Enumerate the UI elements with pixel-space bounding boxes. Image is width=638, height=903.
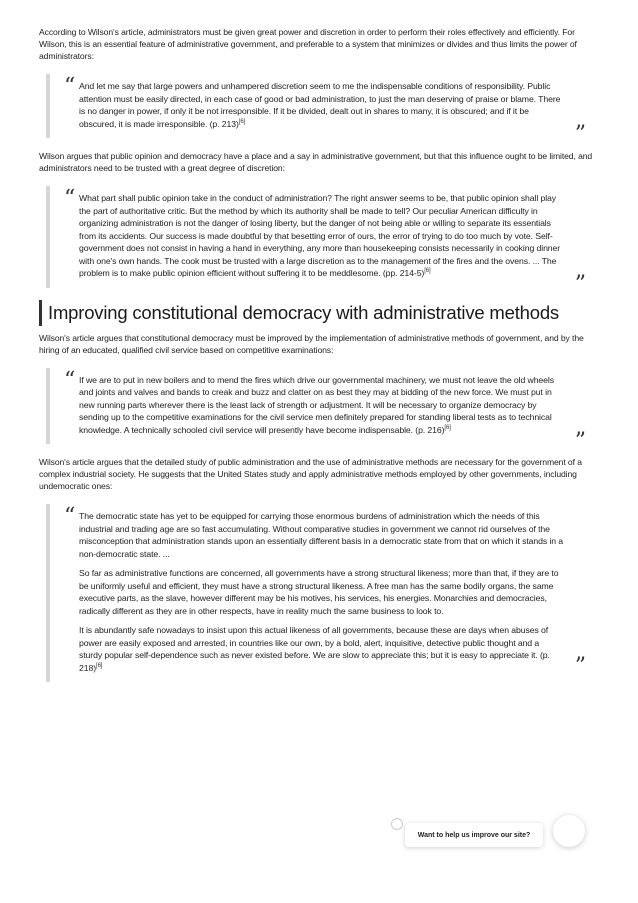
quote-paragraph: So far as administrative functions are concerned, all governments have a strong structural likeness; more than that, if they are to be uniformly useful and efficient, they must have a strong structural likeness. A free man has the same bodily organs, the same executive parts, as the slave, however different may be his motives, his services, his energies. Monarchies and democracies, radically different as they are in other respects, have in reality much the same business to look to.	[79, 568, 559, 616]
citation-link[interactable]: [6]	[238, 118, 246, 125]
close-quote-icon: ”	[574, 272, 586, 297]
blockquote	[46, 186, 594, 297]
open-quote-icon: “	[64, 186, 76, 211]
feedback-prompt[interactable]: Want to help us improve our site?	[405, 823, 543, 847]
citation-link[interactable]: [6]	[96, 662, 103, 669]
blockquote	[46, 74, 594, 147]
open-quote-icon: “	[64, 504, 76, 529]
citation-link[interactable]: [6]	[444, 424, 451, 431]
quote-body: And let me say that large powers and unhampered discretion seem to me the indispensable conditions of responsibility. Public attention must be easily directed, in each case of good or bad administration, to just the man deserving of praise or blame. There is no danger in power, if only it be not irresponsible. If it be divided, dealt out in shares to many, it is obscured; and if it be obscured, it is made irresponsible. (p. 213)	[79, 81, 561, 129]
quote-text	[79, 192, 564, 280]
quote-body: If we are to put in new boilers and to mend the fires which drive our governmental machinery, we must not leave the old wheels and joints and valves and bands to creak and buzz and clatter on as best they may at bidding of the new force. We must put in new running parts wherever there is the least lack of strength or adjustment. It will be necessary to organize democracy by sending up to the competitive examinations for the civil service men definitely prepared for standing liberal tests as to technical knowledge. A technically schooled civil service will presently have become indispensable. (p. 216)	[79, 374, 554, 435]
close-quote-icon: ”	[574, 122, 586, 147]
open-quote-icon: “	[64, 367, 76, 393]
paragraph: Wilson argues that public opinion and democracy have a place and a say in administrative government, but that this influence ought to be limited, and administrators need to be trusted with a great degree of discretion:	[39, 151, 593, 173]
blockquote	[46, 504, 594, 682]
paragraph: Wilson's article argues that the detailed study of public administration and the use of administrative methods are necessary for the government of a complex industrial society. He suggests that the United States study and apply administrative methods employed by other governments, including undemocratic ones:	[39, 457, 582, 491]
paragraph: Wilson's article argues that constitutional democracy must be improved by the implementation of administrative methods of government, and by the hiring of an educated, qualified civil service based on competitive examinations:	[39, 332, 584, 355]
article-content	[39, 26, 594, 694]
paragraph: According to Wilson's article, administrators must be given great power and discretion in order to perform their roles effectively and efficiently. For Wilson, this is an essential feature of administrative government, and preferable to a system that minimizes or divides and thus limits the power of administrators:	[39, 27, 577, 61]
open-quote-icon: “	[64, 74, 76, 99]
citation-link[interactable]: [6]	[424, 268, 431, 275]
quote-body: It is abundantly safe nowadays to insist upon this actual likeness of all governments, because these are days when abuses of power are easily exposed and arrested, in countries like our own, by a bold, alert, inquisitive, detective public thought and a sturdy popular self-dependence such as never existed before. We are slow to appreciate this; but it is easy to appreciate it. (p. 218)	[79, 625, 550, 673]
quote-text	[79, 624, 564, 674]
feedback-dismiss-icon[interactable]	[391, 818, 403, 830]
close-quote-icon: ”	[574, 428, 586, 454]
quote-text	[79, 374, 564, 437]
close-quote-icon: ”	[574, 654, 586, 679]
blockquote	[46, 367, 594, 454]
section-heading: Improving constitutional democracy with administrative methods	[39, 300, 594, 326]
quote-paragraph: The democratic state has yet to be equipped for carrying those enormous burdens of administration which the needs of this industrial and trading age are so fast accumulating. Without comparative studies in government we cannot rid ourselves of the misconception that administration stands upon an essentially different basis in a democratic state from that on which it stands in a non-democratic state. ...	[79, 511, 564, 559]
feedback-button[interactable]	[553, 815, 585, 847]
quote-body: What part shall public opinion take in the conduct of administration? The right answer seems to be, that public opinion shall play the part of authoritative critic. But the method by which its authority shall be made to tell? Our peculiar American difficulty in organizing administration is not the danger of losing liberty, but the danger of not being able or willing to separate its essentials from its accidents. Our success is made doubtful by that besetting error of ours, the error of trying to do too much by vote. Self-government does not consist in having a hand in everything, any more than housekeeping consists necessarily in cooking dinner with one's own hands. The cook must be trusted with a large discretion as to the management of the fires and the ovens. ... The problem is to make public opinion efficient without suffering it to be meddlesome. (pp. 214-5)	[79, 193, 561, 278]
quote-text	[79, 80, 564, 130]
